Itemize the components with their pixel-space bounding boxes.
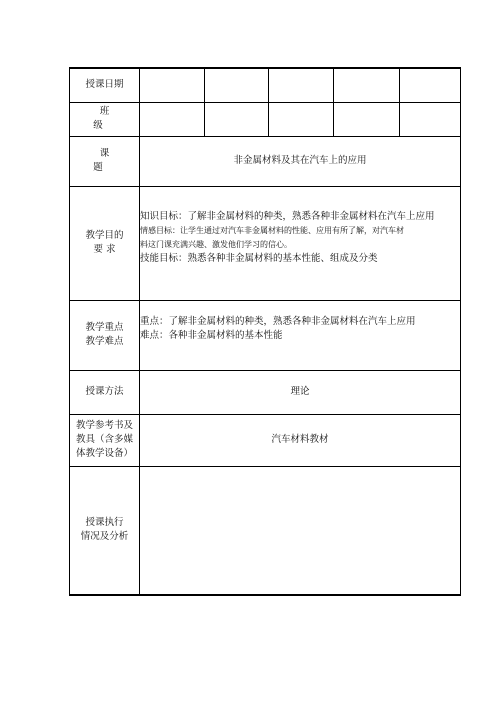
class-cell-5 (400, 102, 461, 136)
date-cell-2 (205, 68, 269, 102)
class-row (70, 102, 461, 136)
goals-value (140, 186, 461, 300)
goals-label-line-1: 教学目的 (85, 230, 124, 241)
key-points-value (140, 300, 461, 370)
execution-label-line-1: 授课执行 (85, 517, 124, 529)
key-points-row (70, 300, 461, 370)
method-label: 授课方法 (70, 370, 140, 414)
topic-row (70, 136, 461, 186)
key-point: 重点：了解非金属材料的种类，熟悉各种非金属材料在汽车上应用 (140, 315, 416, 327)
difficult-point: 难点：各种非金属材料的基本性能 (140, 329, 283, 341)
goal-knowledge: 知识目标：了解非金属材料的种类，熟悉各种非金属材料在汽车上应用 (140, 210, 435, 222)
goal-emotion: 情感目标：让学生通过对汽车非金属材料的性能、应用有所了解，对汽车材 (140, 225, 404, 235)
reference-label-line-2: 教具（含多媒 (75, 434, 133, 445)
goal-skill: 技能目标：熟悉各种非金属材料的基本性能、组成及分类 (140, 252, 378, 264)
reference-value: 汽车材料教材 (140, 414, 461, 466)
execution-label-line-2: 情况及分析 (80, 531, 129, 543)
date-row (70, 68, 461, 102)
date-cell-3 (269, 68, 334, 102)
class-cell-2 (205, 102, 269, 136)
class-cell-3 (269, 102, 334, 136)
method-row (70, 370, 461, 414)
key-points-label-line-2: 教学难点 (85, 336, 124, 347)
reference-row (70, 414, 461, 466)
goals-label (70, 186, 140, 300)
method-value: 理论 (140, 370, 461, 414)
date-cell-5 (400, 68, 461, 102)
class-label (70, 102, 140, 136)
date-cell-4 (334, 68, 400, 102)
reference-label-line-3: 体教学设备） (75, 448, 133, 459)
goal-emotion-cont: 料这门课充满兴趣、激发他们学习的信心。 (140, 239, 292, 249)
lesson-plan-table (69, 67, 461, 596)
reference-label (70, 414, 140, 466)
topic-value: 非金属材料及其在汽车上的应用 (140, 136, 461, 186)
class-cell-1 (140, 102, 205, 136)
topic-label (70, 136, 140, 186)
class-cell-4 (334, 102, 400, 136)
reference-label-line-1: 教学参考书及 (75, 420, 133, 431)
class-label-text: 班 级 (93, 106, 123, 131)
execution-row (70, 466, 461, 595)
key-points-label-line-1: 教学重点 (85, 322, 124, 333)
goals-label-line-2: 要 求 (93, 244, 116, 255)
key-points-label (70, 300, 140, 370)
topic-label-text: 课 题 (93, 148, 123, 173)
execution-label (70, 466, 140, 595)
goals-row (70, 186, 461, 300)
date-cell-1 (140, 68, 205, 102)
execution-value (140, 466, 461, 595)
date-label: 授课日期 (70, 68, 140, 102)
